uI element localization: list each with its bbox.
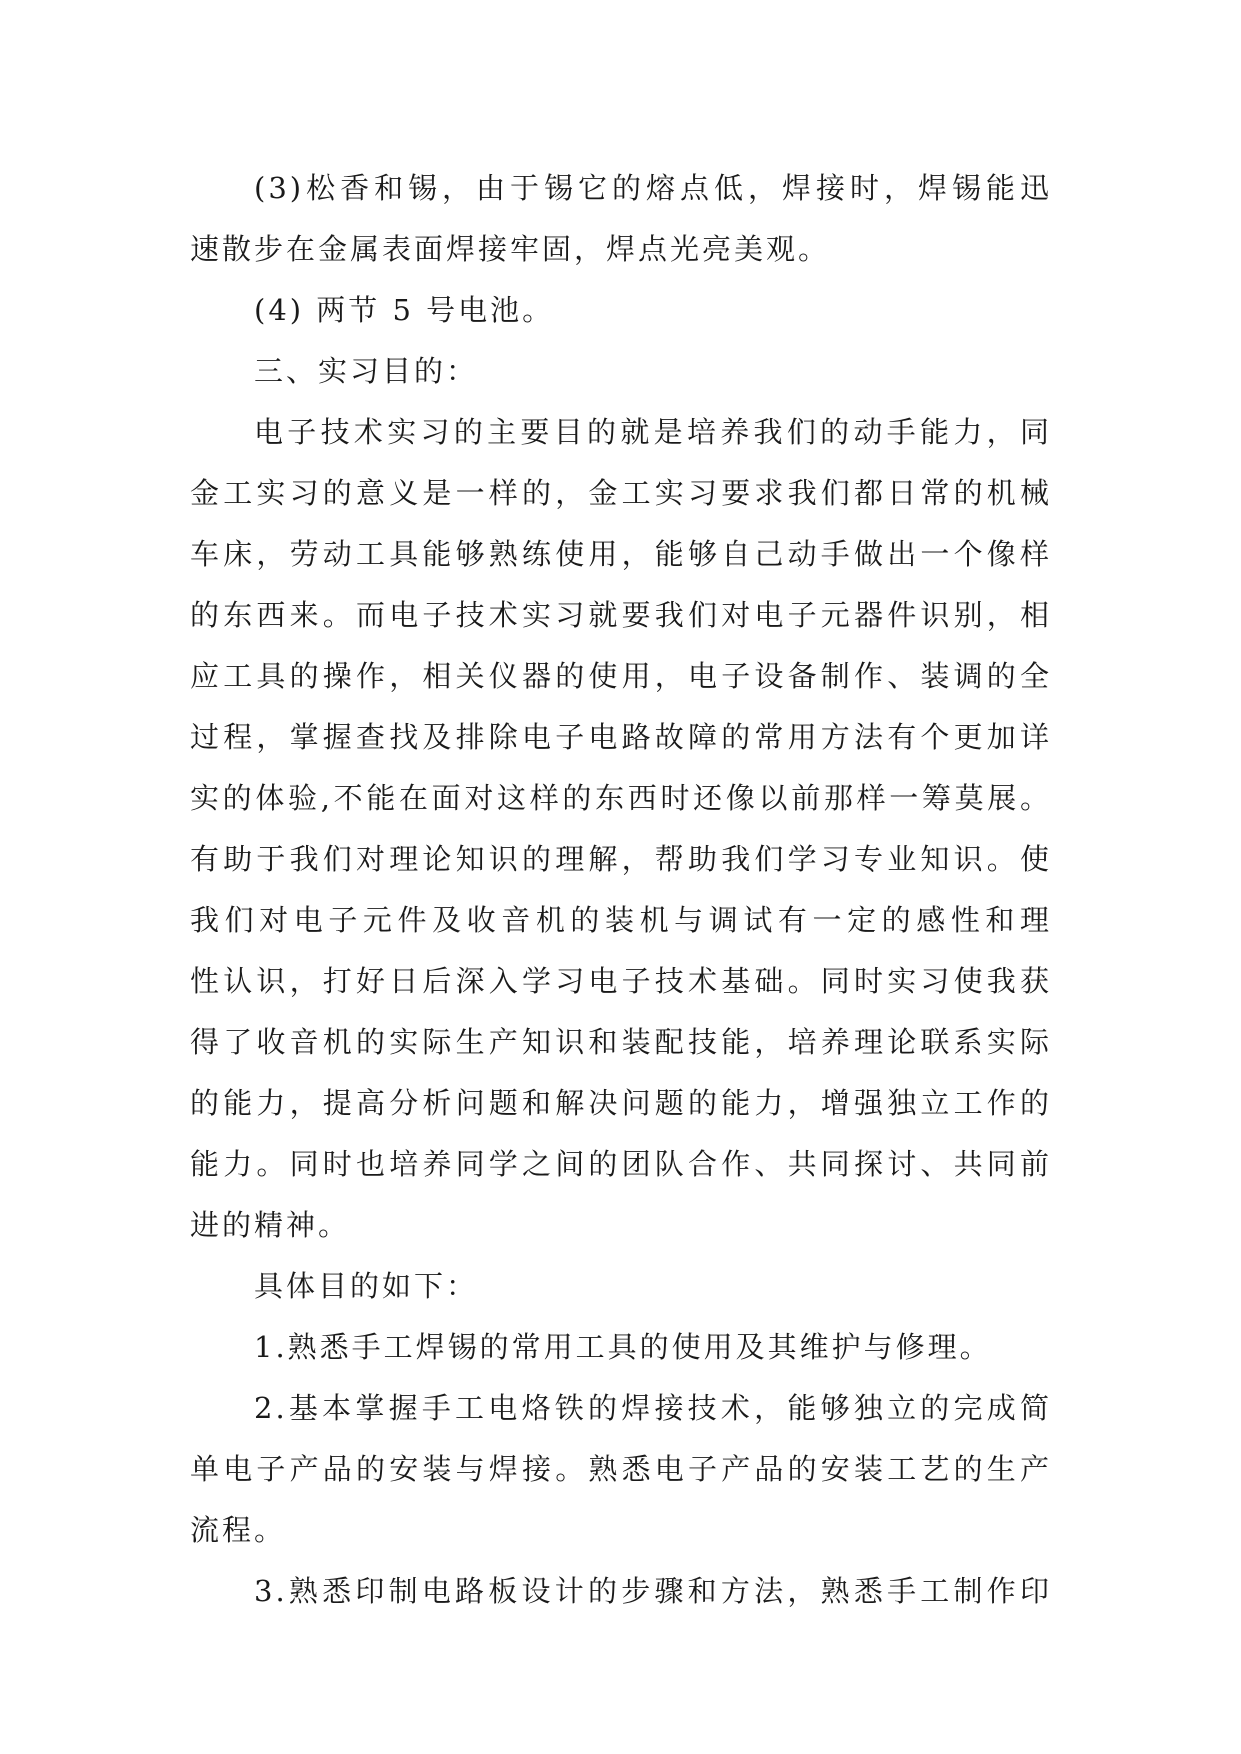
- text-line: 3.熟悉印制电路板设计的步骤和方法，熟悉手工制作印: [254, 1574, 1052, 1608]
- text-line: 实的体验,不能在面对这样的东西时还像以前那样一筹莫展。: [190, 781, 1052, 815]
- text-line: 具体目的如下：: [254, 1269, 479, 1303]
- text-line: 我们对电子元件及收音机的装机与调试有一定的感性和理: [190, 903, 1052, 937]
- text-line: 的东西来。而电子技术实习就要我们对电子元器件识别，相: [190, 598, 1052, 632]
- text-line: 有助于我们对理论知识的理解，帮助我们学习专业知识。使: [190, 842, 1052, 876]
- text-line: 单电子产品的安装与焊接。熟悉电子产品的安装工艺的生产: [190, 1452, 1052, 1486]
- text-line: 金工实习的意义是一样的，金工实习要求我们都日常的机械: [190, 476, 1052, 510]
- text-line: 流程。: [190, 1513, 287, 1547]
- text-line: (4) 两节 5 号电池。: [254, 293, 555, 327]
- text-line: 速散步在金属表面焊接牢固，焊点光亮美观。: [190, 232, 831, 266]
- text-line: 电子技术实习的主要目的就是培养我们的动手能力，同: [254, 415, 1052, 449]
- text-line: 应工具的操作，相关仪器的使用，电子设备制作、装调的全: [190, 659, 1052, 693]
- text-line: 2.基本掌握手工电烙铁的焊接技术，能够独立的完成简: [254, 1391, 1052, 1425]
- text-line: 进的精神。: [190, 1208, 351, 1242]
- text-line: 得了收音机的实际生产知识和装配技能，培养理论联系实际: [190, 1025, 1052, 1059]
- text-line: 的能力，提高分析问题和解决问题的能力，增强独立工作的: [190, 1086, 1052, 1120]
- text-line: 性认识，打好日后深入学习电子技术基础。同时实习使我获: [190, 964, 1052, 998]
- text-line: (3)松香和锡，由于锡它的熔点低，焊接时，焊锡能迅: [254, 171, 1052, 205]
- text-line: 能力。同时也培养同学之间的团队合作、共同探讨、共同前: [190, 1147, 1052, 1181]
- text-line: 车床，劳动工具能够熟练使用，能够自己动手做出一个像样: [190, 537, 1052, 571]
- text-line: 三、实习目的：: [254, 354, 479, 388]
- document-body: [190, 158, 1052, 1622]
- text-line: 过程，掌握查找及排除电子电路故障的常用方法有个更加详: [190, 720, 1052, 754]
- text-line: 1.熟悉手工焊锡的常用工具的使用及其维护与修理。: [254, 1330, 992, 1364]
